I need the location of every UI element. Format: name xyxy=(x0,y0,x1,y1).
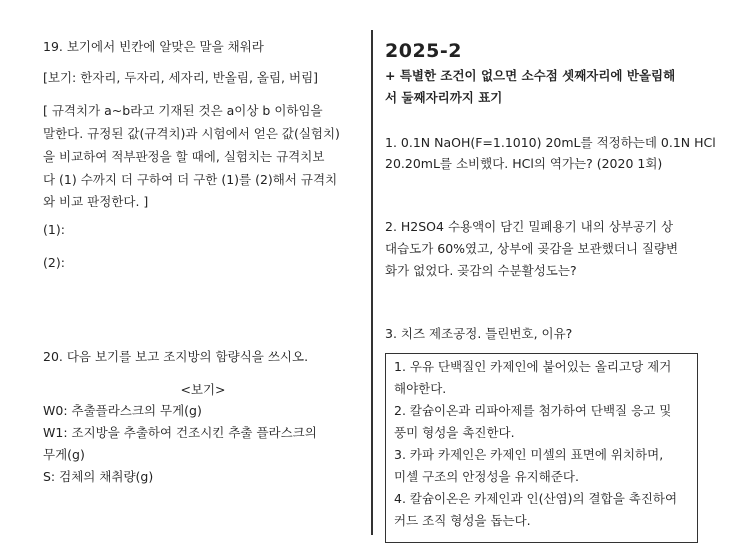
q20-item: W1: 조지방을 추출하여 건조시킨 추출 플라스크의 xyxy=(43,425,317,440)
q20-item: W0: 추출플라스크의 무게(g) xyxy=(43,403,202,418)
q19-blank-2: (2): xyxy=(43,255,65,270)
q20-item: 무게(g) xyxy=(43,447,85,462)
q19-text-line: 다 (1) 수까지 더 구하여 더 구한 (1)를 (2)해서 규격치 xyxy=(43,172,338,187)
q19-text-line: 을 비교하여 적부판정을 할 때에, 실험치는 규격치보 xyxy=(43,149,325,164)
q20-item: S: 검체의 채취량(g) xyxy=(43,469,154,484)
q20-box-label: <보기> xyxy=(180,382,226,397)
q1-line: 20.20mL를 소비했다. HCl의 역가는? (2020 1회) xyxy=(385,156,663,171)
q19-blank-1: (1): xyxy=(43,222,65,237)
q3-box-line: 4. 칼슘이온은 카제인과 인(산염)의 결합을 촉진하여 xyxy=(394,491,678,506)
q3-box-line: 풍미 형성을 촉진한다. xyxy=(394,425,515,440)
q3-box-line: 1. 우유 단백질인 카제인에 붙어있는 올리고당 제거 xyxy=(394,359,672,374)
q19-title: 19. 보기에서 빈칸에 알맞은 말을 채워라 xyxy=(43,39,264,54)
q2-line: 2. H2SO4 수용액이 담긴 밀폐용기 내의 상부공기 상 xyxy=(385,219,674,234)
q19-text-line: 말한다. 규정된 값(규격치)과 시험에서 얻은 값(실험치) xyxy=(43,126,340,141)
q3-answer-box xyxy=(385,353,698,543)
q19-choices: [보기: 한자리, 두자리, 세자리, 반올림, 올림, 버림] xyxy=(43,70,319,85)
notice-line: + 특별한 조건이 없으면 소수점 셋째자리에 반올림해 xyxy=(385,68,676,83)
q1-line: 1. 0.1N NaOH(F=1.1010) 20mL를 적정하는데 0.1N HCl xyxy=(385,135,716,150)
q20-title: 20. 다음 보기를 보고 조지방의 함량식을 쓰시오. xyxy=(43,349,309,364)
q3-box-line: 미셀 구조의 안정성을 유지해준다. xyxy=(394,469,579,484)
q3-box-line: 3. 카파 카제인은 카제인 미셀의 표면에 위치하며, xyxy=(394,447,664,462)
q3-box-line: 해야한다. xyxy=(394,381,447,396)
section-heading: 2025-2 xyxy=(385,40,462,62)
q3-box-line: 커드 조직 형성을 돕는다. xyxy=(394,513,531,528)
q3-title: 3. 치즈 제조공정. 틀린번호, 이유? xyxy=(385,326,573,341)
q2-line: 대습도가 60%였고, 상부에 곶감을 보관했더니 질량변 xyxy=(385,241,679,256)
q19-text-line: [ 규격치가 a~b라고 기재된 것은 a이상 b 이하임을 xyxy=(43,103,323,118)
q3-box-line: 2. 칼슘이온과 리파아제를 첨가하여 단백질 응고 및 xyxy=(394,403,672,418)
q19-text-line: 와 비교 판정한다. ] xyxy=(43,194,149,209)
column-divider xyxy=(371,30,373,535)
notice-line: 서 둘째자리까지 표기 xyxy=(385,90,503,105)
q2-line: 화가 없었다. 곶감의 수분활성도는? xyxy=(385,263,577,278)
